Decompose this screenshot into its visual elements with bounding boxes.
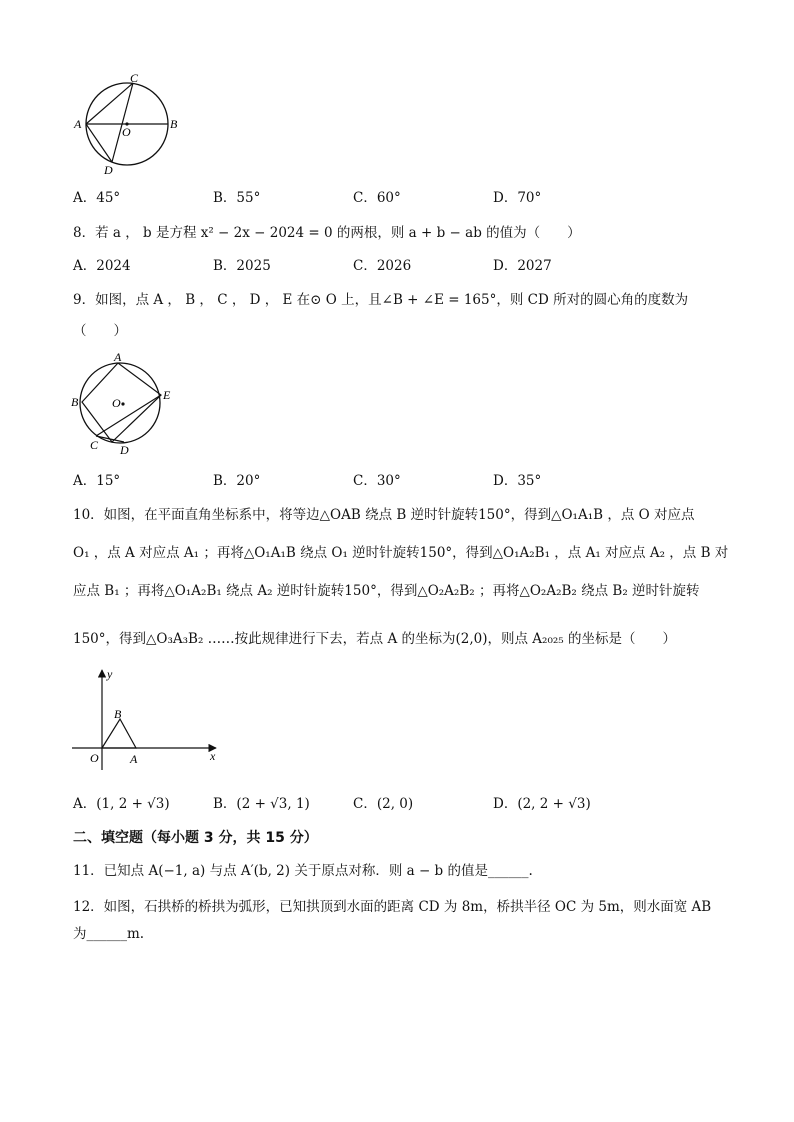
q8-option-a: A．2024 bbox=[73, 258, 131, 274]
q10-label-x: x bbox=[210, 749, 216, 763]
q9-center-point bbox=[121, 402, 124, 405]
q7-option-a: A．45° bbox=[73, 190, 121, 206]
q10-option-b: B．(2 + √3, 1) bbox=[213, 796, 310, 812]
q9-question-line-2: （ ） bbox=[73, 323, 127, 339]
q7-chord-ac bbox=[86, 83, 133, 124]
q9-chord-ce bbox=[96, 395, 161, 436]
q9-question-line-1: 9．如图，点 A ， B ， C ， D ， E 在⊙ O 上，且∠B + ∠E = 165°，则 CD 所对的圆心角的度数为 bbox=[73, 292, 689, 308]
q12-question-line-1: 12．如图，石拱桥的桥拱为弧形，已知拱顶到水面的距离 CD 为 8m，桥拱半径 OC 为 5m，则水面宽 AB bbox=[73, 899, 712, 915]
q7-label-a: A bbox=[74, 117, 82, 131]
q10-triangle-oab bbox=[102, 719, 136, 748]
q9-option-c: C．30° bbox=[353, 473, 401, 489]
q9-label-b: B bbox=[71, 395, 79, 409]
q10-question-line-3: 应点 B₁ ；再将△O₁A₂B₁ 绕点 A₂ 逆时针旋转150°，得到△O₂A₂B₂ ；再将△O₂A₂B₂ 绕点 B₂ 逆时针旋转 bbox=[73, 583, 700, 599]
q7-label-b: B bbox=[170, 117, 178, 131]
q10-label-y: y bbox=[107, 667, 113, 681]
q10-coordinate-figure bbox=[70, 664, 230, 772]
q7-option-c: C．60° bbox=[353, 190, 401, 206]
q9-label-d: D bbox=[120, 443, 129, 457]
q7-circle-figure bbox=[70, 72, 190, 180]
q9-label-a: A bbox=[114, 350, 122, 364]
q7-option-d: D．70° bbox=[493, 190, 542, 206]
q7-option-b: B．55° bbox=[213, 190, 261, 206]
q9-option-a: A．15° bbox=[73, 473, 121, 489]
q11-question: 11．已知点 A(−1, a) 与点 A′(b, 2) 关于原点对称．则 a − b 的值是______. bbox=[73, 863, 533, 879]
q12-question-line-2: 为______m. bbox=[73, 926, 145, 942]
q10-option-d: D．(2, 2 + √3) bbox=[493, 796, 591, 812]
q10-question-line-4: 150°，得到△O₃A₃B₂ ……按此规律进行下去，若点 A 的坐标为(2,0)，则点 A₂₀₂₅ 的坐标是（ ） bbox=[73, 631, 676, 647]
q9-label-e: E bbox=[163, 388, 171, 402]
q10-label-b: B bbox=[114, 707, 122, 721]
q7-label-o: O bbox=[122, 125, 131, 139]
q8-option-b: B．2025 bbox=[213, 258, 271, 274]
q9-option-b: B．20° bbox=[213, 473, 261, 489]
q10-question-line-1: 10．如图，在平面直角坐标系中，将等边△OAB 绕点 B 逆时针旋转150°，得到△O₁A₁B ，点 O 对应点 bbox=[73, 507, 695, 523]
q9-label-c: C bbox=[90, 438, 99, 452]
q10-option-c: C．(2, 0) bbox=[353, 796, 414, 812]
q7-chord-ad bbox=[86, 124, 112, 162]
q10-label-a: A bbox=[130, 752, 138, 766]
q9-option-d: D．35° bbox=[493, 473, 542, 489]
q8-option-d: D．2027 bbox=[493, 258, 552, 274]
q9-circle-figure bbox=[70, 350, 182, 458]
q10-option-a: A．(1, 2 + √3) bbox=[73, 796, 170, 812]
section-title-fill-in: 二、填空题（每小题 3 分，共 15 分） bbox=[73, 830, 318, 846]
q7-label-d: D bbox=[104, 163, 113, 177]
q9-label-o: O bbox=[112, 396, 121, 410]
q10-label-o: O bbox=[90, 751, 99, 765]
q8-option-c: C．2026 bbox=[353, 258, 412, 274]
q8-question: 8．若 a ， b 是方程 x² − 2x − 2024 = 0 的两根，则 a + b − ab 的值为（ ） bbox=[73, 225, 581, 241]
q10-question-line-2: O₁ ，点 A 对应点 A₁ ；再将△O₁A₁B 绕点 O₁ 逆时针旋转150°，得到△O₁A₂B₁ ，点 A₁ 对应点 A₂ ，点 B 对 bbox=[73, 545, 729, 561]
q7-label-c: C bbox=[130, 72, 139, 85]
q7-chord-cd bbox=[112, 83, 133, 162]
